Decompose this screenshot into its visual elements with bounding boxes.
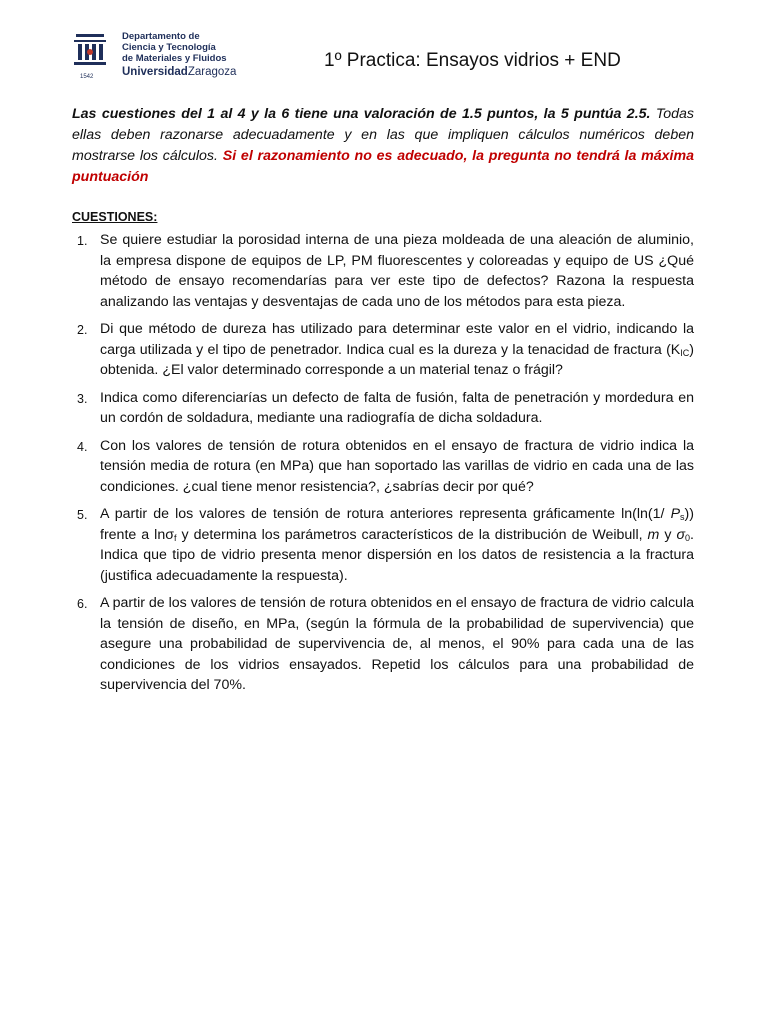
dept-line-3: de Materiales y Fluidos xyxy=(122,53,227,64)
intro-scoring: Las cuestiones del 1 al 4 y la 6 tiene una valoración de 1.5 puntos, la 5 puntúa 2.5. xyxy=(72,106,651,122)
department-name xyxy=(122,31,236,79)
question-text-e: . Indica que tipo de vidrio presenta menor dispersión en los datos de resistencia a la fractura (justifica adecuadamente la respuesta). xyxy=(100,526,694,584)
question-text: Se quiere estudiar la porosidad interna de una pieza moldeada de una aleación de aluminio, la empresa dispone de equipos de LP, PM fluorescentes y coloreadas y equipo de US ¿Qué método de ensayo recomendarías para ver este tipo de defectos? Razona la respuesta analizando las ventajas y desventajas de cada uno de los métodos para esta pieza. xyxy=(100,232,694,310)
logo-year: 1542 xyxy=(80,74,94,80)
question-number: 1. xyxy=(77,234,88,248)
question-text-c: y determina los parámetros característicos de la distribución de Weibull, xyxy=(176,526,648,543)
intro-warning: Si el razonamiento no es adecuado, la pregunta no tendrá la máxima puntuación xyxy=(72,148,694,185)
university-name-b: Zaragoza xyxy=(187,66,237,78)
symbol-sigma: σ xyxy=(676,526,686,543)
subscript-s: s xyxy=(680,512,685,522)
question-2 xyxy=(72,319,694,381)
question-text: A partir de los valores de tensión de rotura obtenidos en el ensayo de fractura de vidrio calcula la tensión de diseño, en MPa, (según la fórmula de la probabilidad de supervivencia) que asegure una probabilidad de supervivencia de, al menos, el 90% para cada una de las condiciones de los vidrios ensayados. Repetid los cálculos para una probabilidad de supervivencia del 70%. xyxy=(100,595,694,693)
symbol-p: P xyxy=(670,506,681,522)
question-1 xyxy=(72,230,694,312)
cuestiones-heading: CUESTIONES: xyxy=(72,210,158,224)
question-number: 4. xyxy=(77,439,88,454)
question-text-a: Di que método de dureza has utilizado para determinar este valor en el vidrio, indicando la carga utilizada y el tipo de penetrador. Indica cual es la dureza y la tenacidad de fractura (K xyxy=(100,321,694,358)
subscript-f: f xyxy=(173,532,177,543)
question-number: 2. xyxy=(77,323,88,337)
intro-paragraph xyxy=(72,104,694,188)
university-crest-icon xyxy=(72,30,120,82)
question-4 xyxy=(72,436,694,498)
university-name-a: Universidad xyxy=(122,66,188,78)
question-text: Con los valores de tensión de rotura obtenidos en el ensayo de fractura de vidrio indica la tensión media de rotura (en MPa) que han soportado las varillas de vidrio en cada una de las condiciones. ¿cual tiene menor resistencia?, ¿sabrías decir por qué? xyxy=(100,437,694,495)
dept-line-1: Departamento de xyxy=(122,31,200,42)
header xyxy=(72,30,712,84)
dept-line-2: Ciencia y Tecnología xyxy=(122,42,216,53)
question-number: 6. xyxy=(77,597,88,611)
question-number: 5. xyxy=(77,508,88,522)
university-name xyxy=(122,65,236,79)
subscript-0: 0 xyxy=(685,532,691,543)
questions-list xyxy=(72,230,694,703)
question-3 xyxy=(72,388,694,429)
intro-instructions: Todas ellas deben razonarse adecuadamente y en las que impliquen cálculos numéricos deben mostrarse los cálculos. xyxy=(72,106,694,164)
symbol-m: m xyxy=(647,526,660,543)
question-5 xyxy=(72,504,694,586)
question-text-a: A partir de los valores de tensión de rotura anteriores representa gráficamente ln(ln(1/ xyxy=(100,506,671,522)
subscript-ic: IC xyxy=(680,347,690,358)
question-text-b: ) obtenida. ¿El valor determinado corresponde a un material tenaz o frágil? xyxy=(100,341,694,378)
question-text: Indica como diferenciarías un defecto de falta de fusión, falta de penetración y mordedura en un cordón de soldadura, mediante una radiografía de dicha soldadura. xyxy=(100,389,694,426)
page-title: 1º Practica: Ensayos vidrios + END xyxy=(324,50,621,71)
question-number: 3. xyxy=(77,391,88,406)
question-text-b: )) frente a lnσ xyxy=(100,506,694,543)
question-text-d: y xyxy=(659,526,677,543)
question-6 xyxy=(72,593,694,696)
